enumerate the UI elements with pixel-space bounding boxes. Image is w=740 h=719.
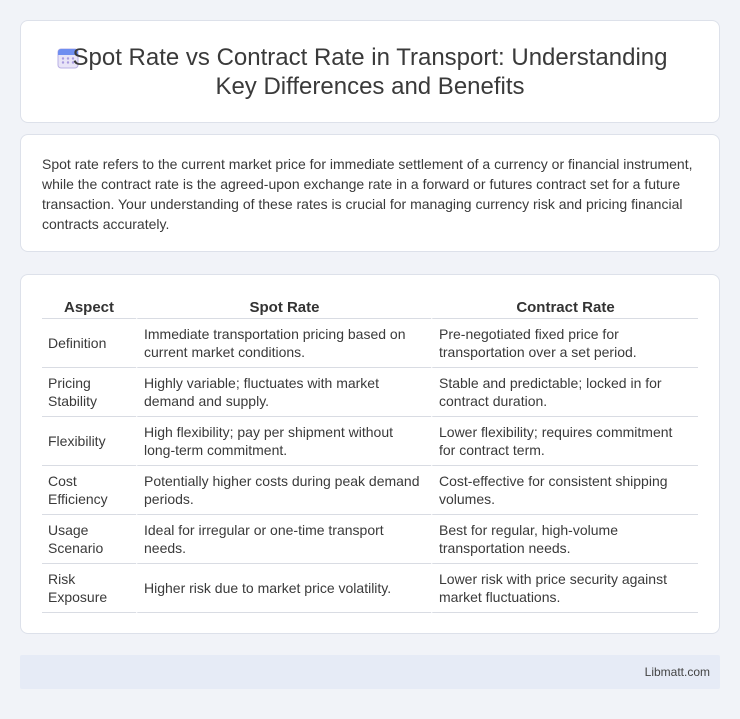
page-title bbox=[21, 43, 719, 101]
page-title-line-2: Key Differences and Benefits bbox=[215, 73, 525, 100]
table-row bbox=[42, 319, 698, 368]
table-header-row bbox=[42, 297, 698, 319]
row-spot: Potentially higher costs during peak demand periods. bbox=[136, 466, 431, 515]
row-contract: Cost-effective for consistent shipping volumes. bbox=[431, 466, 698, 515]
row-aspect: Flexibility bbox=[42, 417, 136, 466]
row-contract: Best for regular, high-volume transportation needs. bbox=[431, 515, 698, 564]
row-spot: Immediate transportation pricing based on current market conditions. bbox=[136, 319, 431, 368]
summary-card bbox=[20, 134, 720, 252]
header-aspect: Aspect bbox=[42, 297, 136, 319]
table-row bbox=[42, 368, 698, 417]
row-spot: High flexibility; pay per shipment without long-term commitment. bbox=[136, 417, 431, 466]
row-aspect: Pricing Stability bbox=[42, 368, 136, 417]
table-row bbox=[42, 466, 698, 515]
row-contract: Stable and predictable; locked in for contract duration. bbox=[431, 368, 698, 417]
page-title-line-1: Spot Rate vs Contract Rate in Transport: Understanding bbox=[72, 44, 668, 71]
comparison-table bbox=[42, 297, 698, 613]
header-contract-rate: Contract Rate bbox=[431, 297, 698, 319]
comparison-card bbox=[20, 274, 720, 634]
header-spot-rate: Spot Rate bbox=[136, 297, 431, 319]
table-row bbox=[42, 515, 698, 564]
title-card bbox=[20, 20, 720, 123]
row-contract: Lower flexibility; requires commitment for contract term. bbox=[431, 417, 698, 466]
row-aspect: Usage Scenario bbox=[42, 515, 136, 564]
row-spot: Ideal for irregular or one-time transport needs. bbox=[136, 515, 431, 564]
row-spot: Highly variable; fluctuates with market demand and supply. bbox=[136, 368, 431, 417]
summary-text: Spot rate refers to the current market price for immediate settlement of a currency or financial instrument, while the contract rate is the agreed-upon exchange rate in a forward or futures contract set for a future transaction. Your understanding of these rates is crucial for managing currency risk and pricing financial contracts accurately. bbox=[42, 156, 693, 232]
row-contract: Lower risk with price security against market fluctuations. bbox=[431, 564, 698, 613]
row-contract: Pre-negotiated fixed price for transportation over a set period. bbox=[431, 319, 698, 368]
row-aspect: Risk Exposure bbox=[42, 564, 136, 613]
row-aspect: Definition bbox=[42, 319, 136, 368]
table-row bbox=[42, 417, 698, 466]
footer-brand: Libmatt.com bbox=[644, 665, 710, 679]
row-aspect: Cost Efficiency bbox=[42, 466, 136, 515]
footer-bar bbox=[20, 655, 720, 689]
row-spot: Higher risk due to market price volatility. bbox=[136, 564, 431, 613]
table-row bbox=[42, 564, 698, 613]
